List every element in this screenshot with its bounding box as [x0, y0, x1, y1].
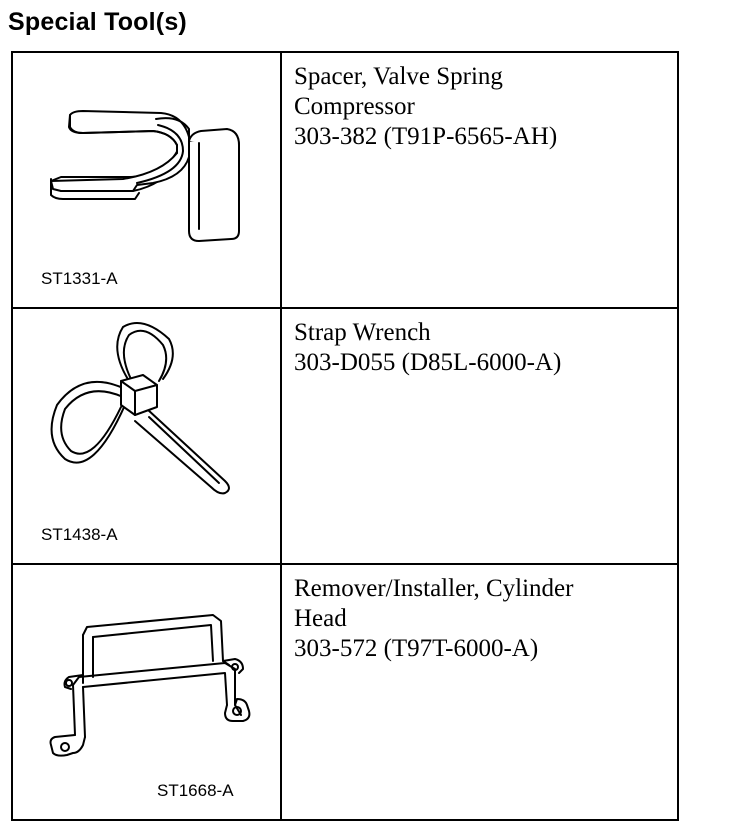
tool-illustration-cell: [12, 308, 281, 564]
tool-name: Strap Wrench: [294, 319, 431, 346]
tool-code: ST1331-A: [41, 269, 118, 288]
tool-description-cell: [281, 308, 678, 564]
tool-part-number: 303-382 (T91P-6565-AH): [294, 123, 558, 150]
tool-description-cell: [281, 52, 678, 308]
tool-name: Head: [294, 605, 347, 632]
tool-row: [12, 52, 678, 308]
tool-code: ST1668-A: [157, 781, 234, 800]
tool-description-cell: [281, 564, 678, 820]
tool-name: Compressor: [294, 93, 415, 120]
tool-code: ST1438-A: [41, 525, 118, 544]
tool-illustration-cell: [12, 564, 281, 820]
tool-name: Remover/Installer, Cylinder: [294, 575, 574, 602]
page-title: Special Tool(s): [8, 8, 187, 36]
tool-part-number: 303-D055 (D85L-6000-A): [294, 349, 562, 376]
tool-part-number: 303-572 (T97T-6000-A): [294, 635, 539, 662]
tool-row: [12, 564, 678, 820]
tool-row: [12, 308, 678, 564]
tool-illustration-cell: [12, 52, 281, 308]
cylinder-head-remover-installer-icon: [13, 565, 280, 821]
special-tools-table: [11, 51, 679, 821]
tool-name: Spacer, Valve Spring: [294, 63, 503, 90]
